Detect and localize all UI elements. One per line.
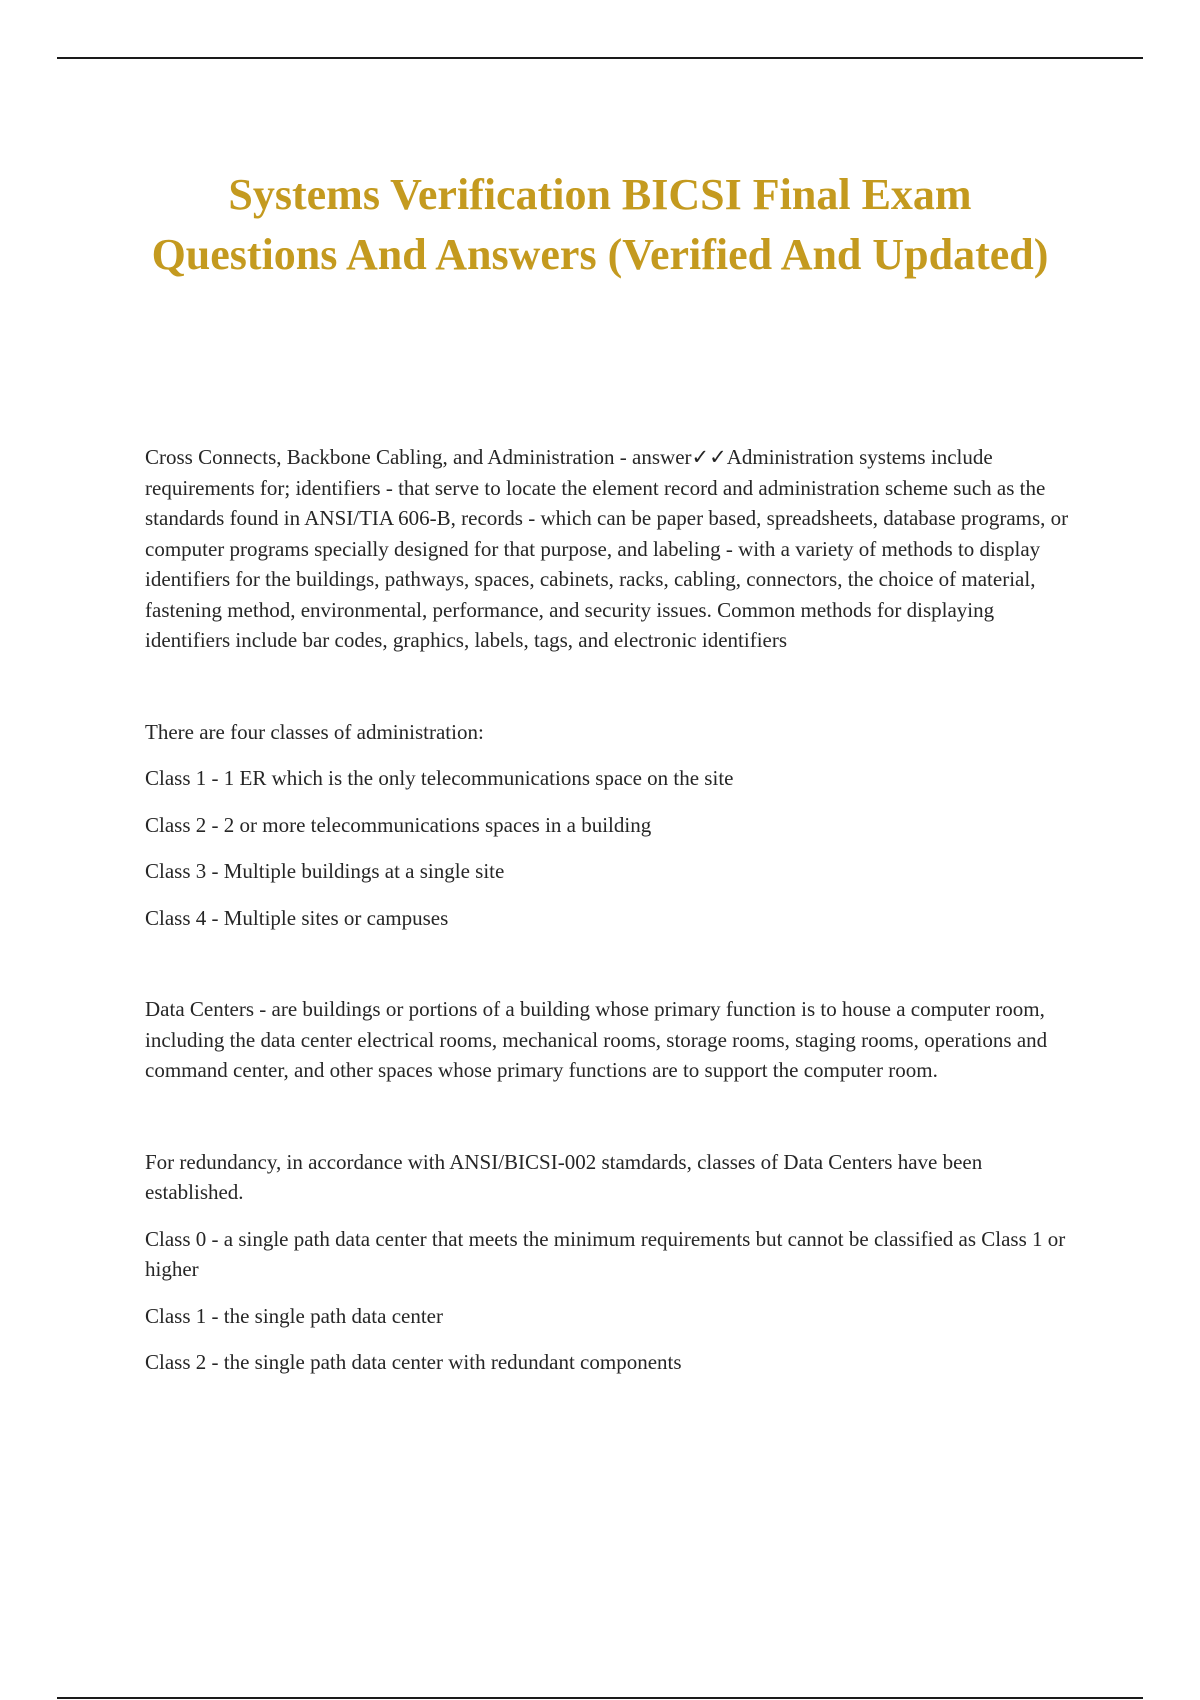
list-item: Class 1 - 1 ER which is the only telecommunications space on the site <box>145 766 734 790</box>
top-divider <box>57 57 1143 59</box>
cross-connects-paragraph: Cross Connects, Backbone Cabling, and Administration - answer✓✓Administration systems include requirements for; identifiers - that serve to locate the element record and administration scheme such as the standards found in ANSI/TIA 606-B, records - which can be paper based, spreadsheets, database programs, or computer programs specially designed for that purpose, and labeling - with a variety of methods to display identifiers for the buildings, pathways, spaces, cabinets, racks, cabling, connectors, the choice of material, fastening method, environmental, performance, and security issues. Common methods for displaying identifiers include bar codes, graphics, labels, tags, and electronic identifiers <box>145 445 1069 652</box>
document-title: Systems Verification BICSI Final Exam Questions And Answers (Verified And Updated) <box>151 170 1049 279</box>
administration-classes-intro: There are four classes of administration: <box>145 719 484 744</box>
data-centers-paragraph: Data Centers - are buildings or portions of a building whose primary function is to house a computer room, including the data center electrical rooms, mechanical rooms, storage rooms, staging rooms, operations and command center, and other spaces whose primary functions are to support the computer room. <box>145 997 1048 1082</box>
administration-classes-section <box>145 717 1080 934</box>
bottom-divider <box>57 1697 1143 1699</box>
list-item: Class 4 - Multiple sites or campuses <box>145 905 449 930</box>
list-item: Class 2 - the single path data center with redundant components <box>145 1350 682 1374</box>
redundancy-section <box>145 1147 1080 1378</box>
list-item: Class 0 - a single path data center that meets the minimum requirements but cannot be classified as Class 1 or higher <box>145 1226 1066 1281</box>
redundancy-intro: For redundancy, in accordance with ANSI/BICSI-002 stamdards, classes of Data Centers have been established. <box>145 1149 983 1204</box>
document-body <box>145 442 1080 1394</box>
list-item: Class 3 - Multiple buildings at a single site <box>145 859 505 883</box>
list-item: Class 1 - the single path data center <box>145 1303 443 1328</box>
list-item: Class 2 - 2 or more telecommunications spaces in a building <box>145 812 652 837</box>
